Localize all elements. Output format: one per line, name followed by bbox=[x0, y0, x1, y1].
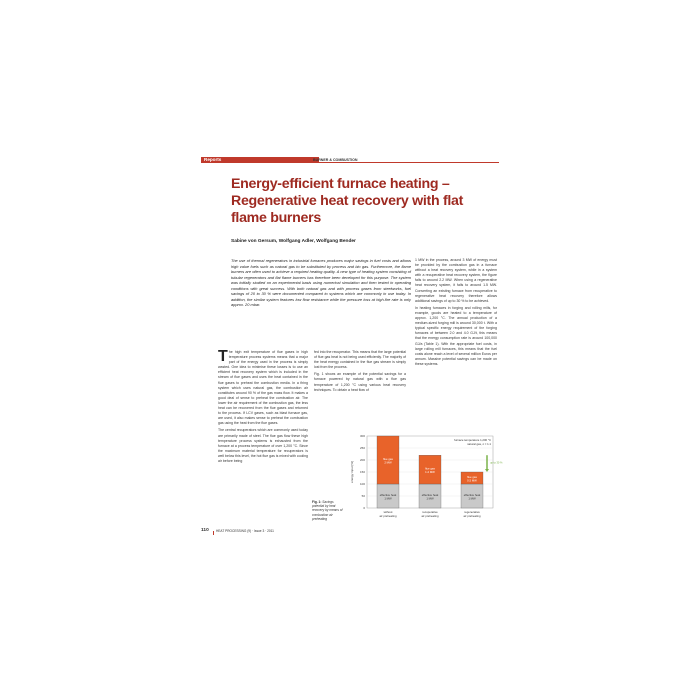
page-number: 110 bbox=[201, 528, 209, 533]
x-tick-label: air preheating bbox=[421, 514, 439, 518]
bar-label: 1 MW bbox=[384, 496, 392, 501]
section-tab: Reports bbox=[201, 157, 319, 163]
page-header bbox=[201, 157, 499, 163]
y-tick-label: 100 bbox=[359, 482, 365, 486]
x-tick-label: without bbox=[383, 510, 393, 514]
y-tick-label: 150 bbox=[359, 470, 365, 474]
bar-label: 1 MW bbox=[426, 496, 434, 501]
figure-caption bbox=[312, 500, 344, 521]
body-column-1 bbox=[218, 350, 308, 507]
y-tick-label: 0 bbox=[363, 506, 365, 510]
y-tick-label: 300 bbox=[359, 434, 365, 438]
x-tick-label: recuperative bbox=[422, 510, 438, 514]
energy-chart bbox=[345, 424, 503, 541]
page-footer bbox=[201, 528, 499, 536]
col3-para1: 1 MW in the process, around 3 MW of energy must be provided by the combustion gas in a furnace without a heat recovery system, while in a system with a recuperative heat recovery system, the figure falls to around 2.2 MW. When using a regenerative heat recovery system, it falls to around 1.5 MW. Converting an existing furnace from recuperative to regenerative heat recovery therefore allows additional savings of up to 30 % to be achieved. bbox=[415, 258, 497, 303]
x-tick-label: air preheating bbox=[463, 514, 481, 518]
figure-caption-text: Savings potential by heat recovery by means of combustion air preheating bbox=[312, 500, 343, 521]
bar-label: flue gas bbox=[383, 457, 393, 461]
x-tick-label: air preheating bbox=[379, 514, 397, 518]
article-title: Energy-efficient furnace heating – Regenerative heat recovery with flat flame burners bbox=[231, 176, 464, 227]
bar-label: flue gas bbox=[467, 475, 477, 479]
col1-para2: The central recuperators which are commonly used today are primarily made of steel. The flue gas flow these high temperature process systems is exhausted from the furnace at a process temperature of over 1,200 °C. Since the maximum material temperature for recuperators is well below this level, the hot flue gas is mixed with cooling air before being bbox=[218, 428, 308, 463]
col3-para2: In heating furnaces in forging and rolling mills, for example, goods are heated to a temperature of approx. 1,200 °C. The annual production of a medium-sized forging mill is around 30,000 t. With a typical specific energy requirement of the forging furnaces of between 2.0 and 4.0 GJ/t, this means that the energy consumption rate is around 100,000 GJ/a (Table 1). With the appropriate fuel costs, in large rolling mill furnaces, this means that the fuel costs alone reach a level of several million Euros per annum. Massive potential savings can be made on these systems. bbox=[415, 305, 497, 366]
chart-annotation: furnace temperature 1,200 °C bbox=[454, 438, 491, 442]
figure-1 bbox=[345, 424, 503, 541]
bar-label: effective heat bbox=[463, 493, 481, 497]
journal-page bbox=[200, 154, 503, 548]
bar-label: 2 MW bbox=[384, 460, 392, 465]
col2-para2: Fig. 1 shows an example of the potential savings for a furnace powered by natural gas with a flue gas temperature of 1,200 °C using various heat recovery techniques. To obtain a heat flow of bbox=[314, 372, 406, 392]
bar-label: 0.5 MW bbox=[467, 478, 477, 483]
journal-info: HEAT PROCESSING (9) · Issue 3 · 2011 bbox=[216, 529, 274, 533]
savings-label: up to 30 % bbox=[490, 461, 503, 465]
topic-text: BURNER & COMBUSTION bbox=[313, 158, 358, 162]
y-tick-label: 250 bbox=[359, 446, 365, 450]
footer-rule bbox=[213, 531, 214, 535]
article-abstract: The use of thermal regenerators in industrial furnaces produces major savings in fuel costs and allows high value fuels such as natural gas to be substituted by process and bio gas. Furthermore, the flame burners are often used to achieve a required heating quality. A new type of heating system consisting of tubular regenerators and flat flame burners has therefore been developed for this purpose. The system was initially studied on an experimental basis using numerical simulation and then tested in operating conditions with great success. With both natural gas and with process gases from steelworks, fuel savings of 20 to 30 % were documented compared to systems which are commonly in use today. In addition, the similar system features low flow resistance while the pressure loss at high-fire rate is only approx. 20 mbar. bbox=[231, 258, 411, 307]
bar-label: 1.2 MW bbox=[425, 470, 435, 475]
col2-para1: fed into the recuperator. This means that the large potential of flue gas heat is not being used efficiently. The majority of the heat energy contained in the flue gas stream is simply lost from the process. bbox=[314, 350, 406, 370]
bar-label: effective heat bbox=[379, 493, 397, 497]
chart-annotation-2: natural gas, λ = 1.1 bbox=[467, 442, 491, 446]
body-column-3 bbox=[415, 258, 497, 413]
y-tick-label: 200 bbox=[359, 458, 365, 462]
topic-label bbox=[313, 157, 358, 163]
bar-label: effective heat bbox=[421, 493, 439, 497]
y-tick-label: 50 bbox=[361, 494, 365, 498]
bar-label: flue gas bbox=[425, 466, 435, 471]
drop-cap: T bbox=[218, 348, 228, 365]
y-axis-label: energy input [%] bbox=[350, 461, 354, 483]
col1-para1: he high exit temperature of flue gases in high temperature process systems means that a major part of the energy used in the process is simply wasted. One idea to minimise these losses is to use an efficient heat recovery system which is included in the stream of flue gases and uses the heat contained in the flue gases to preheat the combustion media. In a firing system which uses natural gas, the combustion air constitutes around 90 % of the gas mass flow. It makes a good deal of sense to preheat the combustion air. The lower the air requirement of the combustion gas, the less heat can be recovered from the flue gases and returned to the process. If LCV gases, such as blast furnace gas, are used, it also makes sense to preheat the combustion gas using the heat from the flue gases. bbox=[218, 350, 308, 426]
article-authors: Sabine von Gersum, Wolfgang Adler, Wolfgang Bender bbox=[231, 239, 356, 244]
x-tick-label: regenerative bbox=[464, 510, 480, 514]
bar-label: 1 MW bbox=[468, 496, 476, 501]
body-column-2 bbox=[314, 350, 406, 410]
figure-caption-label: Fig. 1: bbox=[312, 500, 322, 504]
